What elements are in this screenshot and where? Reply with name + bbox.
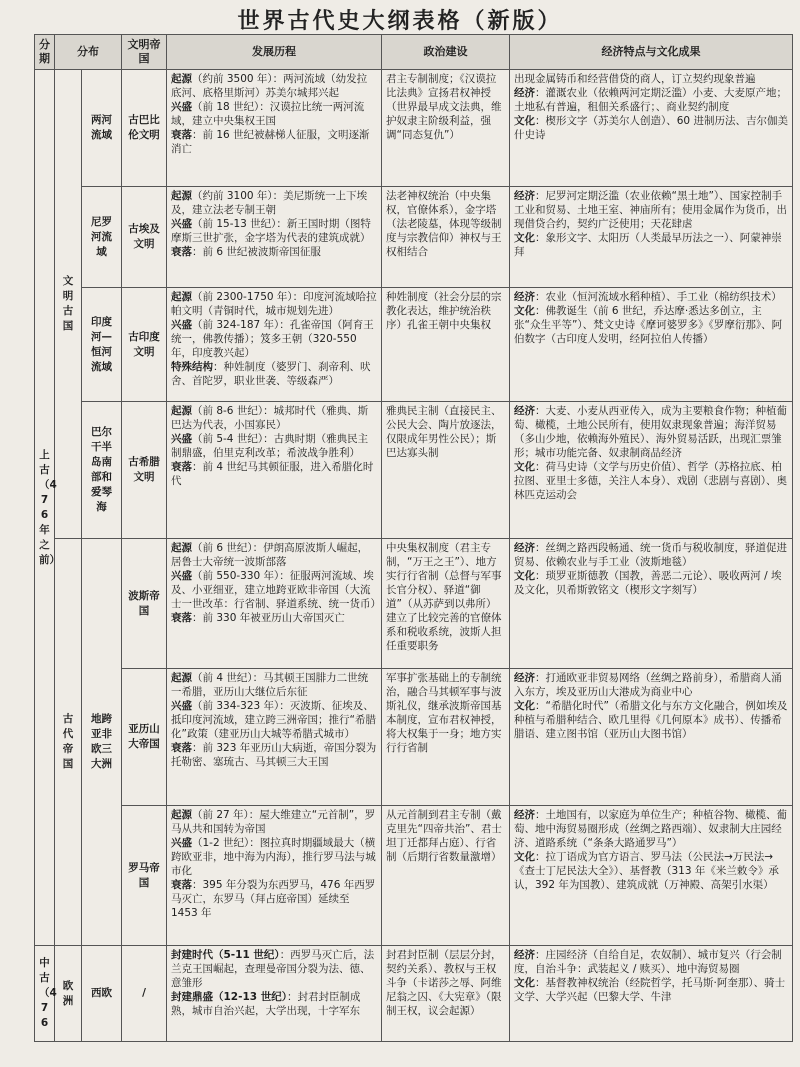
empire-persia: 波斯帝国 [122,539,167,669]
region-india: 印度河—恒河流域 [82,288,122,402]
table-row [35,187,793,288]
header-politics: 政治建设 [382,35,510,70]
empire-none: / [122,946,167,1042]
header-period: 分期 [35,35,55,70]
period-medieval: 中古（476 [35,946,55,1042]
politics-cell: 封君封臣制（层层分封，契约关系）、教权与王权斗争（卡诺莎之辱、阿维尼翁之囚、《大宪章》（限制王权，议会起源） [382,946,510,1042]
header-development: 发展历程 [167,35,382,70]
header-empire: 文明帝国 [122,35,167,70]
politics-cell: 法老神权统治（中央集权，官僚体系），金字塔（法老陵墓，体现等级制度与宗教信仰）神权与王权相结合 [382,187,510,288]
development-cell: 起源（约前 3100 年）：美尼斯统一上下埃及，建立法老专制王朝 兴盛（前 15-13 世纪）：新王国时期（图特摩斯三世扩张，金字塔为代表的建筑成就） 衰落：前 6 世纪被波斯帝国征服 [167,187,382,288]
economy-culture-cell: 经济：庄园经济（自给自足，农奴制）、城市复兴（行会制度，自治斗争：武装起义 / 赎买）、地中海贸易圈 文化：基督教神权统治（经院哲学，托马斯·阿奎那）、骑士文学、大学兴起（巴黎大学、牛津 [510,946,793,1042]
table-row [35,669,793,806]
empire-alexander: 亚历山大帝国 [122,669,167,806]
empire-india: 古印度文明 [122,288,167,402]
empire-greece: 古希腊文明 [122,402,167,539]
table-row [35,946,793,1042]
empire-rome: 罗马帝国 [122,806,167,946]
development-cell: 起源（前 6 世纪）：伊朗高原波斯人崛起，居鲁士大帝统一波斯部落 兴盛（前 550-330 年）：征服两河流域、埃及、小亚细亚，建立地跨亚欧非帝国（大流士一世改革：行省制、驿道系统、统一货币） 衰落：前 330 年被亚历山大帝国灭亡 [167,539,382,669]
economy-culture-cell: 经济：农业（恒河流域水稻种植）、手工业（棉纺织技术） 文化：佛教诞生（前 6 世纪，乔达摩·悉达多创立，主张“众生平等”）、梵文史诗《摩诃婆罗多》《罗摩衍那》、阿伯数字（古印度人发明，经阿拉伯人传播） [510,288,793,402]
table-row [35,402,793,539]
development-cell: 起源（前 4 世纪）：马其顿王国腓力二世统一希腊，亚历山大继位后东征 兴盛（前 334-323 年）：灭波斯、征埃及、抵印度河流域，建立跨三洲帝国；推行“希腊化”政策（建亚历山大城等希腊式城市） 衰落：前 323 年亚历山大病逝，帝国分裂为托勒密、塞琉古、马其顿三大王国 [167,669,382,806]
politics-cell: 雅典民主制（直接民主、公民大会、陶片放逐法，仅限成年男性公民）；斯巴达寡头制 [382,402,510,539]
development-cell: 起源（约前 3500 年）：两河流域（幼发拉底河、底格里斯河）苏美尔城邦兴起 兴盛（前 18 世纪）：汉谟拉比统一两河流域，建立中央集权王国 衰落：前 16 世纪被赫梯人征服，文明逐渐消亡 [167,70,382,187]
empire-babylon: 古巴比伦文明 [122,70,167,187]
table-header-row [35,35,793,70]
group-civilization-ancient: 文明古国 [55,70,82,539]
header-economy-culture: 经济特点与文化成果 [510,35,793,70]
region-greece: 巴尔干半岛南部和爱琴海 [82,402,122,539]
politics-cell: 从元首制到君主专制（戴克里先“四帝共治”、君士坦丁迁都拜占庭）、行省制（后期行省数量激增） [382,806,510,946]
politics-cell: 君主专制制度；《汉谟拉比法典》宣扬君权神授（世界最早成文法典，维护奴隶主阶级利益，强调“同态复仇”） [382,70,510,187]
region-cross-continent: 地跨亚非欧三大洲 [82,539,122,946]
economy-culture-cell: 经济：丝绸之路西段畅通、统一货币与税收制度，驿道促进贸易、依赖农业与手工业（波斯地毯） 文化：琐罗亚斯德教（国教，善恶二元论）、吸收两河 / 埃及文化，贝希斯敦铭文（楔形文字刻写） [510,539,793,669]
table-row [35,806,793,946]
region-west-europe: 西欧 [82,946,122,1042]
group-europe: 欧洲 [55,946,82,1042]
history-outline-table [34,34,793,1042]
region-mesopotamia: 两河流域 [82,70,122,187]
development-cell: 起源（前 27 年）：屋大维建立“元首制”，罗马从共和国转为帝国 兴盛（1-2 世纪）：图拉真时期疆域最大（横跨欧亚非，地中海为内海），推行罗马法与城市化 衰落：395 年分裂为东西罗马，476 年西罗马灭亡，东罗马（拜占庭帝国）延续至 1453 年 [167,806,382,946]
economy-culture-cell: 经济：打通欧亚非贸易网络（丝绸之路前身），希腊商人涌入东方，埃及亚历山大港成为商业中心 文化：“希腊化时代”（希腊文化与东方文化融合，例如埃及种植与希腊种结合、欧几里得《几何原本》成书）、传播希腊语、建立图书馆（亚历山大图书馆） [510,669,793,806]
period-ancient: 上古（476年之前） [35,70,55,946]
table-row [35,288,793,402]
economy-culture-cell: 经济：土地国有，以家庭为单位生产；种植谷物、橄榄、葡萄、地中海贸易圈形成（丝绸之路西端）、奴隶制大庄园经济、道路系统（“条条大路通罗马”） 文化：拉丁语成为官方语言、罗马法（公民法→万民法→《查士丁尼民法大全》）、基督教（313 年《米兰敕令》承认，392 年为国教）、建筑成就（万神殿、高架引水渠） [510,806,793,946]
empire-egypt: 古埃及文明 [122,187,167,288]
region-nile: 尼罗河流域 [82,187,122,288]
economy-culture-cell: 出现金属铸币和经营借贷的商人，订立契约现象普遍 经济：灌溉农业（依赖两河定期泛滥）小麦、大麦原产地；土地私有普遍，租佃关系盛行；、商业契约制度 文化：楔形文字（苏美尔人创造）、60 进制历法、吉尔伽美什史诗 [510,70,793,187]
table-row [35,70,793,187]
economy-culture-cell: 经济：大麦、小麦从西亚传入，成为主要粮食作物；种植葡萄、橄榄，土地公民所有，使用奴隶现象普遍；海洋贸易（多山少地，依赖海外殖民）、海外贸易活跃，出现汇票雏形；城市功能完备、奴隶制商品经济 文化：荷马史诗（文学与历史价值）、哲学（苏格拉底、柏拉图、亚里士多德，关注人本身）、戏剧（悲剧与喜剧）、奥林匹克运动会 [510,402,793,539]
development-cell: 起源（前 8-6 世纪）：城邦时代（雅典、斯巴达为代表，小国寡民） 兴盛（前 5-4 世纪）：古典时期（雅典民主制鼎盛，伯里克利改革；希波战争胜利） 衰落：前 4 世纪马其顿征服，进入希腊化时代 [167,402,382,539]
economy-culture-cell: 经济：尼罗河定期泛滥（农业依赖“黑土地”）、国家控制手工业和贸易、土地王室、神庙所有；使用金属作为货币，出现借贷合约，契约广泛使用；天花肆虐 文化：象形文字、太阳历（人类最早历法之一）、阿蒙神崇拜 [510,187,793,288]
page-title: 世界古代史大纲表格（新版） [237,8,563,34]
politics-cell: 军事扩张基础上的专制统治，融合马其顿军事与波斯礼仪，继承波斯帝国基本制度，宣布君权神授，将大权集于一身；地方实行行省制 [382,669,510,806]
development-cell: 起源（前 2300-1750 年）：印度河流域哈拉帕文明（青铜时代，城市规划先进） 兴盛（前 324-187 年）：孔雀帝国（阿育王统一，佛教传播）；笈多王朝（320-550 年，印度教兴起） 特殊结构：种姓制度（婆罗门、刹帝利、吠舍、首陀罗，职业世袭、等级森严） [167,288,382,402]
development-cell: 封建时代（5-11 世纪）：西罗马灭亡后，法兰克王国崛起，查理曼帝国分裂为法、德、意雏形 封建鼎盛（12-13 世纪）：封君封臣制成熟，城市自治兴起，大学出现，十字军东 [167,946,382,1042]
table-row [35,539,793,669]
header-distribution: 分布 [55,35,122,70]
politics-cell: 中央集权制度（君主专制，“万王之王”）、地方实行行省制（总督与军事长官分权）、驿道“御道”（从苏萨到以弗所）建立了比较完善的官僚体系和税收系统，波斯人担任重要职务 [382,539,510,669]
group-ancient-empire: 古代帝国 [55,539,82,946]
politics-cell: 种姓制度（社会分层的宗教化表达，维护统治秩序）孔雀王朝中央集权 [382,288,510,402]
